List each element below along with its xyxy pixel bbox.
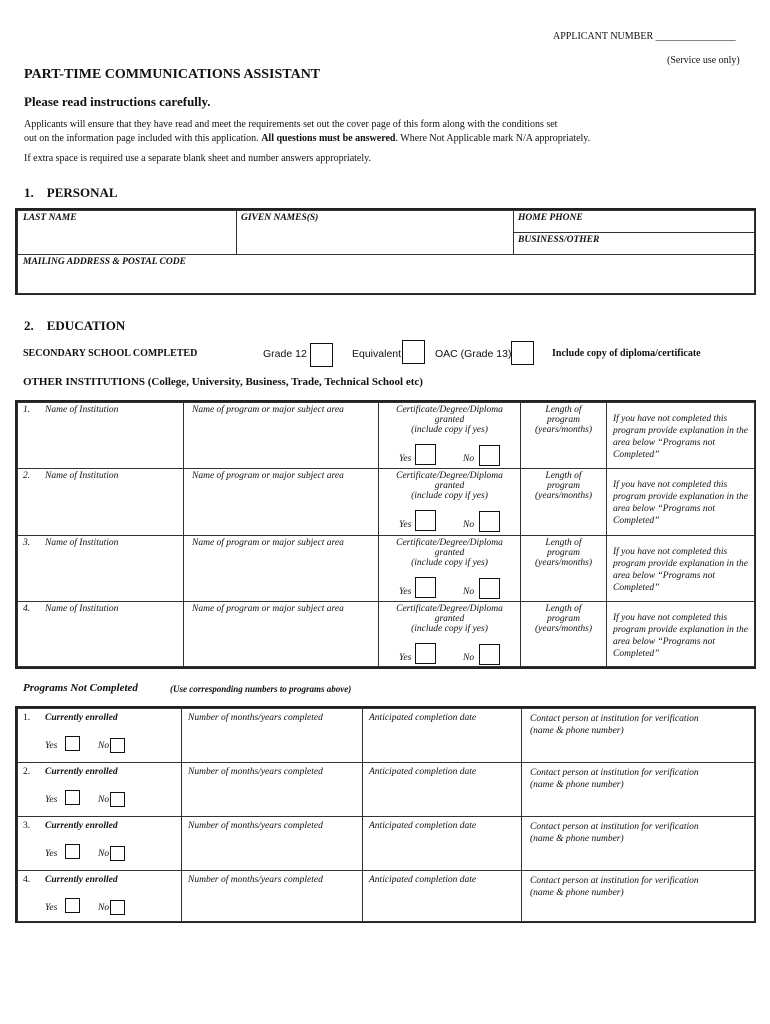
program-name-field[interactable]	[184, 403, 379, 469]
certificate-field	[379, 601, 521, 666]
not-completed-row	[18, 817, 755, 871]
program-name-label: Name of program or major subject area	[192, 405, 344, 415]
months-completed-label: Number of months/years completed	[188, 767, 323, 777]
certificate-yes-label: Yes	[399, 520, 412, 531]
given-names-label: GIVEN NAMES(S)	[241, 213, 319, 223]
program-length-units-label: (years/months)	[535, 557, 592, 568]
equivalent-label: Equivalent	[352, 348, 402, 360]
home-phone-field[interactable]	[514, 211, 755, 233]
contact-person-field[interactable]	[522, 871, 755, 922]
enrolled-yes-label: Yes	[45, 849, 58, 859]
anticipated-date-field[interactable]	[363, 817, 522, 871]
certificate-yes-checkbox[interactable]	[415, 510, 436, 531]
enrolled-no-label: No	[98, 849, 110, 859]
enrolled-no-label: No	[98, 903, 110, 913]
program-name-label: Name of program or major subject area	[192, 471, 344, 482]
institution-name-label: Name of Institution	[45, 537, 119, 548]
institution-name-label: Name of Institution	[45, 471, 119, 482]
certificate-yes-checkbox[interactable]	[415, 643, 436, 664]
incomplete-note-field	[607, 535, 755, 601]
not-completed-number: 1.	[23, 713, 31, 723]
not-completed-grid	[17, 708, 755, 922]
certificate-granted-label: granted	[434, 415, 465, 425]
program-length-field[interactable]	[521, 469, 607, 535]
certificate-field	[379, 535, 521, 601]
certificate-label: Certificate/Degree/Diploma	[396, 471, 503, 482]
certificate-label: Certificate/Degree/Diploma	[396, 537, 503, 548]
enrolled-no-label: No	[98, 795, 110, 805]
program-length-field[interactable]	[521, 601, 607, 666]
contact-person-label: Contact person at institution for verification	[530, 714, 699, 724]
program-name-field[interactable]	[184, 469, 379, 535]
certificate-no-checkbox[interactable]	[479, 511, 500, 532]
incomplete-note-field	[607, 601, 755, 666]
certificate-no-label: No	[463, 454, 475, 464]
institution-row	[18, 601, 755, 666]
anticipated-date-label: Anticipated completion date	[369, 821, 477, 831]
institution-number: 2.	[23, 471, 31, 482]
program-length-program-label: program	[547, 613, 580, 624]
given-names-field[interactable]	[237, 211, 514, 255]
certificate-yes-label: Yes	[399, 586, 412, 597]
certificate-copy-label: (include copy if yes)	[411, 557, 488, 568]
anticipated-date-label: Anticipated completion date	[369, 875, 477, 885]
enrolled-yes-label: Yes	[45, 903, 58, 913]
anticipated-date-label: Anticipated completion date	[369, 767, 477, 777]
program-length-label: Length of	[545, 471, 582, 482]
institution-name-field[interactable]	[18, 601, 184, 666]
oac-checkbox[interactable]	[511, 341, 534, 365]
include-copy-note: Include copy of diploma/certificate	[552, 348, 701, 359]
programs-not-completed-note: (Use corresponding numbers to programs above)	[170, 684, 352, 694]
instructions-line-2-end: . Where Not Applicable mark N/A appropriately.	[395, 133, 591, 144]
last-name-label: LAST NAME	[23, 213, 77, 223]
months-completed-label: Number of months/years completed	[188, 713, 323, 723]
certificate-no-checkbox[interactable]	[479, 644, 500, 665]
program-name-label: Name of program or major subject area	[192, 537, 344, 548]
contact-person-label: Contact person at institution for verification	[530, 822, 699, 832]
instructions-heading: Please read instructions carefully.	[24, 94, 211, 109]
other-institutions-label: OTHER INSTITUTIONS (College, University, Business, Trade, Technical School etc)	[23, 376, 423, 388]
enrolled-no-checkbox[interactable]	[110, 792, 125, 807]
contact-person-label: Contact person at institution for verification	[530, 768, 699, 778]
contact-phone-label: (name & phone number)	[530, 834, 624, 844]
grade12-label: Grade 12	[263, 348, 307, 360]
instructions-line-2	[24, 133, 590, 144]
months-completed-label: Number of months/years completed	[188, 821, 323, 831]
program-name-field[interactable]	[184, 535, 379, 601]
certificate-copy-label: (include copy if yes)	[411, 425, 488, 435]
currently-enrolled-field	[18, 709, 182, 763]
institution-number: 1.	[23, 405, 31, 415]
last-name-field[interactable]	[18, 211, 237, 255]
certificate-no-checkbox[interactable]	[479, 445, 500, 466]
currently-enrolled-label: Currently enrolled	[45, 821, 118, 831]
not-completed-number: 3.	[23, 821, 31, 831]
certificate-field	[379, 403, 521, 469]
service-use-note: (Service use only)	[667, 55, 740, 66]
personal-grid	[17, 210, 755, 294]
incomplete-note-field	[607, 469, 755, 535]
currently-enrolled-label: Currently enrolled	[45, 767, 118, 777]
enrolled-yes-checkbox[interactable]	[65, 844, 80, 859]
certificate-copy-label: (include copy if yes)	[411, 491, 488, 502]
enrolled-yes-checkbox[interactable]	[65, 898, 80, 913]
certificate-yes-label: Yes	[399, 652, 412, 663]
contact-phone-label: (name & phone number)	[530, 726, 624, 736]
not-completed-row	[18, 709, 755, 763]
institutions-grid	[17, 402, 755, 667]
instructions-line-1: Applicants will ensure that they have read and meet the requirements set out the cover page of this form along with the conditions set	[24, 119, 558, 130]
anticipated-date-label: Anticipated completion date	[369, 713, 477, 723]
instructions-line-3: If extra space is required use a separate blank sheet and number answers appropriately.	[24, 153, 371, 164]
enrolled-yes-checkbox[interactable]	[65, 736, 80, 751]
instructions-line-2-start: out on the information page included with this application.	[24, 133, 262, 144]
institution-row	[18, 535, 755, 601]
currently-enrolled-field	[18, 817, 182, 871]
contact-phone-label: (name & phone number)	[530, 780, 624, 790]
program-length-program-label: program	[547, 415, 580, 425]
certificate-granted-label: granted	[434, 547, 465, 558]
institution-number: 3.	[23, 537, 31, 548]
incomplete-note-field	[607, 403, 755, 469]
business-phone-field[interactable]	[514, 233, 755, 255]
incomplete-note: If you have not completed this program provide explanation in the area below “Programs not Completed”	[613, 480, 748, 527]
contact-person-field[interactable]	[522, 817, 755, 871]
program-length-program-label: program	[547, 481, 580, 492]
personal-heading: 1. PERSONAL	[24, 185, 118, 200]
anticipated-date-field[interactable]	[363, 763, 522, 817]
grade12-checkbox[interactable]	[310, 343, 333, 367]
program-length-units-label: (years/months)	[535, 425, 592, 435]
currently-enrolled-field	[18, 871, 182, 922]
enrolled-no-checkbox[interactable]	[110, 846, 125, 861]
instructions-line-2-bold: All questions must be answered	[261, 133, 396, 144]
certificate-no-label: No	[463, 586, 475, 597]
certificate-no-checkbox[interactable]	[479, 578, 500, 599]
currently-enrolled-label: Currently enrolled	[45, 713, 118, 723]
enrolled-no-checkbox[interactable]	[110, 738, 125, 753]
contact-person-field[interactable]	[522, 709, 755, 763]
months-completed-field[interactable]	[182, 871, 363, 922]
months-completed-field[interactable]	[182, 817, 363, 871]
currently-enrolled-label: Currently enrolled	[45, 875, 118, 885]
equivalent-checkbox[interactable]	[402, 340, 425, 364]
incomplete-note: If you have not completed this program provide explanation in the area below “Programs not Completed”	[613, 546, 748, 593]
page-title: PART-TIME COMMUNICATIONS ASSISTANT	[24, 67, 321, 82]
not-completed-number: 4.	[23, 875, 31, 885]
programs-not-completed-heading: Programs Not Completed	[23, 682, 138, 694]
anticipated-date-field[interactable]	[363, 709, 522, 763]
certificate-no-label: No	[463, 520, 475, 531]
certificate-granted-label: granted	[434, 613, 465, 624]
program-length-label: Length of	[545, 405, 582, 415]
program-length-units-label: (years/months)	[535, 491, 592, 502]
applicant-number: APPLICANT NUMBER ________________	[553, 31, 736, 42]
institution-name-field[interactable]	[18, 469, 184, 535]
mailing-address-label: MAILING ADDRESS & POSTAL CODE	[23, 257, 186, 267]
enrolled-no-label: No	[98, 741, 110, 751]
enrolled-no-checkbox[interactable]	[110, 900, 125, 915]
incomplete-note: If you have not completed this program provide explanation in the area below “Programs not Completed”	[613, 414, 748, 460]
incomplete-note: If you have not completed this program provide explanation in the area below “Programs not Completed”	[613, 612, 748, 659]
institution-row	[18, 469, 755, 535]
education-heading: 2. EDUCATION	[24, 318, 126, 333]
certificate-no-label: No	[463, 652, 475, 663]
certificate-granted-label: granted	[434, 481, 465, 492]
program-name-field[interactable]	[184, 601, 379, 666]
certificate-field	[379, 469, 521, 535]
institution-name-field[interactable]	[18, 403, 184, 469]
program-length-field[interactable]	[521, 535, 607, 601]
secondary-school-label: SECONDARY SCHOOL COMPLETED	[23, 348, 198, 359]
contact-phone-label: (name & phone number)	[530, 888, 624, 898]
certificate-label: Certificate/Degree/Diploma	[396, 603, 503, 614]
months-completed-label: Number of months/years completed	[188, 875, 323, 885]
institution-name-field[interactable]	[18, 535, 184, 601]
certificate-copy-label: (include copy if yes)	[411, 623, 488, 634]
not-completed-row	[18, 763, 755, 817]
home-phone-label: HOME PHONE	[518, 213, 583, 223]
program-length-label: Length of	[545, 537, 582, 548]
enrolled-yes-label: Yes	[45, 741, 58, 751]
certificate-yes-label: Yes	[399, 454, 412, 464]
institution-number: 4.	[23, 603, 31, 614]
business-phone-label: BUSINESS/OTHER	[518, 235, 600, 245]
mailing-address-field[interactable]	[18, 255, 755, 294]
months-completed-field[interactable]	[182, 709, 363, 763]
not-completed-number: 2.	[23, 767, 31, 777]
enrolled-yes-label: Yes	[45, 795, 58, 805]
program-name-label: Name of program or major subject area	[192, 603, 344, 614]
certificate-label: Certificate/Degree/Diploma	[396, 405, 503, 415]
contact-person-field[interactable]	[522, 763, 755, 817]
certificate-yes-checkbox[interactable]	[415, 444, 436, 465]
institution-row	[18, 403, 755, 469]
anticipated-date-field[interactable]	[363, 871, 522, 922]
program-length-units-label: (years/months)	[535, 623, 592, 634]
contact-person-label: Contact person at institution for verification	[530, 876, 699, 886]
enrolled-yes-checkbox[interactable]	[65, 790, 80, 805]
institution-name-label: Name of Institution	[45, 405, 119, 415]
institution-name-label: Name of Institution	[45, 603, 119, 614]
program-length-program-label: program	[547, 547, 580, 558]
currently-enrolled-field	[18, 763, 182, 817]
months-completed-field[interactable]	[182, 763, 363, 817]
oac-label: OAC (Grade 13)	[435, 348, 512, 360]
program-length-label: Length of	[545, 603, 582, 614]
program-length-field[interactable]	[521, 403, 607, 469]
certificate-yes-checkbox[interactable]	[415, 577, 436, 598]
not-completed-row	[18, 871, 755, 922]
